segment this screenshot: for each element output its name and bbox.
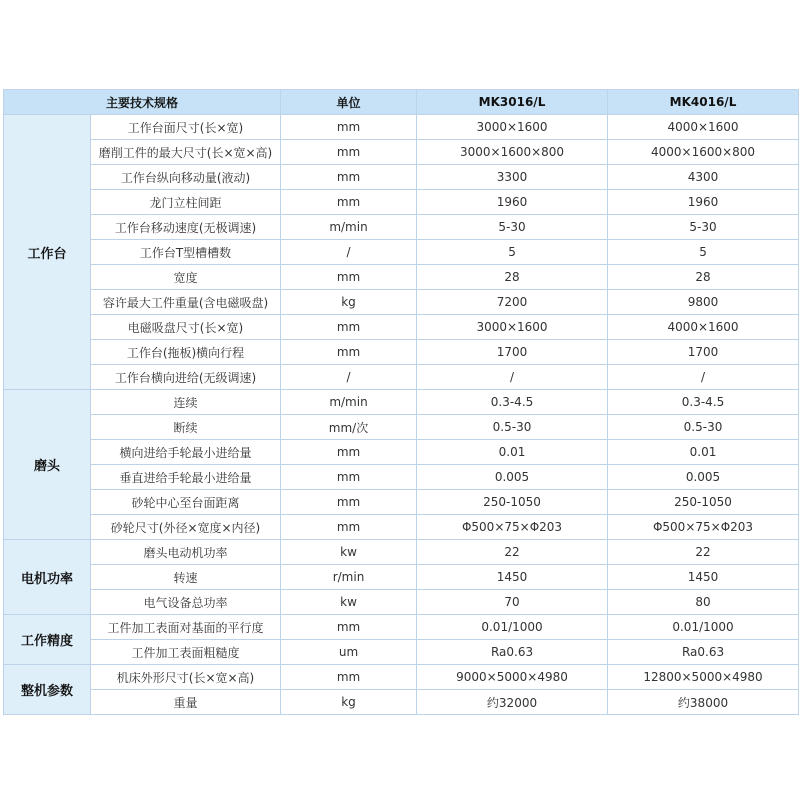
table-row [4,690,799,715]
row-item: 重量 [91,690,281,715]
table-row [4,540,799,565]
row-value-model-2: 28 [608,265,799,290]
row-value-model-2: 4000×1600 [608,115,799,140]
row-value-model-2: 5 [608,240,799,265]
table-row [4,390,799,415]
row-value-model-2: 0.005 [608,465,799,490]
row-value-model-1: 3000×1600 [417,115,608,140]
row-unit: m/min [281,390,417,415]
row-value-model-2: Ra0.63 [608,640,799,665]
row-value-model-2: 4000×1600×800 [608,140,799,165]
row-value-model-1: 5-30 [417,215,608,240]
row-value-model-1: 1700 [417,340,608,365]
row-value-model-2: 5-30 [608,215,799,240]
row-value-model-2: 0.5-30 [608,415,799,440]
row-value-model-1: 3000×1600×800 [417,140,608,165]
row-value-model-2: Φ500×75×Φ203 [608,515,799,540]
row-unit: / [281,240,417,265]
table-row [4,440,799,465]
row-value-model-2: 12800×5000×4980 [608,665,799,690]
row-item: 电磁吸盘尺寸(长×宽) [91,315,281,340]
row-value-model-2: 9800 [608,290,799,315]
header-model-1: MK3016/L [417,90,608,115]
row-item: 工作台T型槽槽数 [91,240,281,265]
row-value-model-1: 1960 [417,190,608,215]
row-item: 垂直进给手轮最小进给量 [91,465,281,490]
table-row [4,465,799,490]
row-item: 工作台横向进给(无级调速) [91,365,281,390]
row-unit: mm [281,490,417,515]
table-row [4,140,799,165]
row-value-model-1: 9000×5000×4980 [417,665,608,690]
table-row [4,165,799,190]
row-value-model-2: 0.01/1000 [608,615,799,640]
row-item: 龙门立柱间距 [91,190,281,215]
row-value-model-1: 3300 [417,165,608,190]
row-value-model-2: 80 [608,590,799,615]
row-item: 横向进给手轮最小进给量 [91,440,281,465]
table-row [4,115,799,140]
row-item: 工件加工表面粗糙度 [91,640,281,665]
table-row [4,515,799,540]
table-row [4,665,799,690]
row-value-model-1: 0.01 [417,440,608,465]
row-value-model-2: 22 [608,540,799,565]
table-row [4,365,799,390]
table-row [4,240,799,265]
row-item: 宽度 [91,265,281,290]
row-unit: m/min [281,215,417,240]
spec-body [4,115,799,715]
row-unit: / [281,365,417,390]
row-value-model-1: 22 [417,540,608,565]
row-value-model-1: Ra0.63 [417,640,608,665]
row-value-model-2: 0.3-4.5 [608,390,799,415]
row-item: 砂轮尺寸(外径×宽度×内径) [91,515,281,540]
row-value-model-1: 7200 [417,290,608,315]
table-header-row [4,90,799,115]
row-item: 砂轮中心至台面距离 [91,490,281,515]
row-value-model-2: 1960 [608,190,799,215]
table-row [4,265,799,290]
row-item: 容许最大工件重量(含电磁吸盘) [91,290,281,315]
row-value-model-1: 约32000 [417,690,608,715]
group-label: 磨头 [4,390,91,540]
row-value-model-1: 0.005 [417,465,608,490]
row-value-model-2: 1700 [608,340,799,365]
row-unit: r/min [281,565,417,590]
table-row [4,415,799,440]
row-item: 磨头电动机功率 [91,540,281,565]
row-unit: mm [281,465,417,490]
row-value-model-2: 1450 [608,565,799,590]
spec-table [3,89,799,715]
row-item: 工作台移动速度(无极调速) [91,215,281,240]
table-row [4,590,799,615]
table-row [4,640,799,665]
row-item: 转速 [91,565,281,590]
row-item: 磨削工件的最大尺寸(长×宽×高) [91,140,281,165]
table-row [4,315,799,340]
row-item: 工作台面尺寸(长×宽) [91,115,281,140]
row-unit: mm [281,115,417,140]
table-row [4,490,799,515]
row-value-model-1: 0.3-4.5 [417,390,608,415]
row-unit: kg [281,690,417,715]
row-unit: mm [281,315,417,340]
row-unit: kw [281,590,417,615]
row-unit: mm [281,165,417,190]
row-unit: mm/次 [281,415,417,440]
row-unit: mm [281,265,417,290]
row-unit: mm [281,615,417,640]
row-item: 工件加工表面对基面的平行度 [91,615,281,640]
row-unit: mm [281,515,417,540]
row-item: 工作台纵向移动量(液动) [91,165,281,190]
row-value-model-2: 0.01 [608,440,799,465]
table-row [4,215,799,240]
table-row [4,190,799,215]
header-model-2: MK4016/L [608,90,799,115]
row-value-model-1: 70 [417,590,608,615]
row-item: 工作台(拖板)横向行程 [91,340,281,365]
row-unit: kw [281,540,417,565]
row-value-model-2: / [608,365,799,390]
row-value-model-2: 4300 [608,165,799,190]
row-value-model-1: 0.5-30 [417,415,608,440]
row-item: 断续 [91,415,281,440]
row-value-model-2: 250-1050 [608,490,799,515]
group-label: 电机功率 [4,540,91,615]
table-row [4,290,799,315]
row-item: 机床外形尺寸(长×宽×高) [91,665,281,690]
row-unit: kg [281,290,417,315]
row-unit: mm [281,440,417,465]
group-label: 整机参数 [4,665,91,715]
row-value-model-1: 0.01/1000 [417,615,608,640]
row-unit: mm [281,665,417,690]
table-row [4,615,799,640]
row-item: 电气设备总功率 [91,590,281,615]
row-value-model-2: 4000×1600 [608,315,799,340]
row-value-model-1: 1450 [417,565,608,590]
row-value-model-1: Φ500×75×Φ203 [417,515,608,540]
group-label: 工作精度 [4,615,91,665]
row-value-model-1: 250-1050 [417,490,608,515]
row-unit: mm [281,140,417,165]
row-value-model-1: 3000×1600 [417,315,608,340]
header-unit: 单位 [281,90,417,115]
row-unit: um [281,640,417,665]
row-unit: mm [281,190,417,215]
table-row [4,565,799,590]
row-value-model-1: 5 [417,240,608,265]
row-value-model-1: 28 [417,265,608,290]
row-value-model-2: 约38000 [608,690,799,715]
group-label: 工作台 [4,115,91,390]
row-item: 连续 [91,390,281,415]
table-row [4,340,799,365]
header-spec: 主要技术规格 [4,90,281,115]
row-value-model-1: / [417,365,608,390]
row-unit: mm [281,340,417,365]
